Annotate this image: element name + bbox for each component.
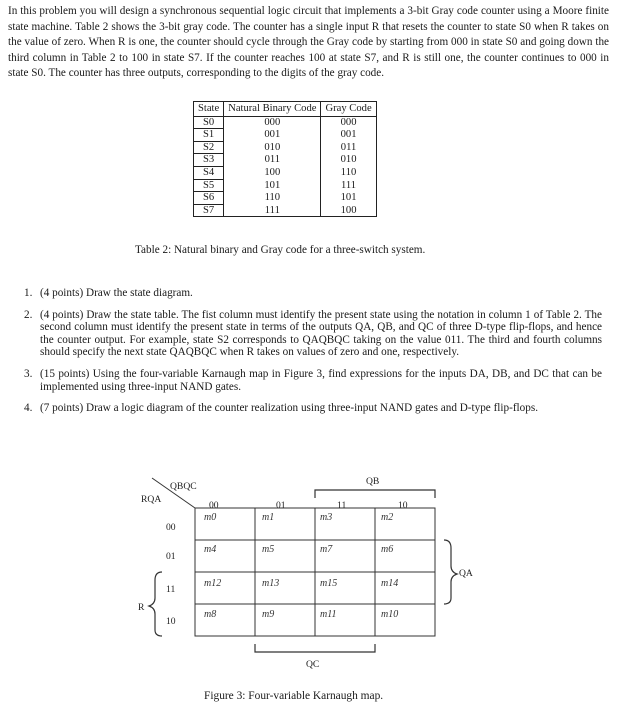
question-text: (7 points) Draw a logic diagram of the counter realization using three-input NAND gates and D-type flip-flops. [40, 402, 539, 415]
state-cell: S1 [194, 129, 224, 142]
header-state: State [194, 102, 224, 117]
gray-cell: 100 [321, 204, 376, 217]
question-number: 4. [24, 402, 33, 415]
kmap-cell: m3 [320, 512, 333, 523]
kmap-cell: m13 [262, 578, 280, 589]
qb-label: QB [366, 476, 380, 487]
col-header-00: 00 [209, 500, 219, 511]
kmap-cell: m10 [381, 609, 399, 620]
col-header-10: 10 [398, 500, 408, 511]
kmap-cell: m14 [381, 578, 399, 589]
kmap-cell: m11 [320, 609, 337, 620]
kmap-cell: m15 [320, 578, 338, 589]
question-text: (15 points) Using the four-variable Karnaugh map in Figure 3, find expressions for the inputs DA, DB, and DC that can be implemented using three-input NAND gates. [40, 367, 602, 393]
kmap-cell: m0 [204, 512, 217, 523]
binary-cell: 010 [224, 141, 321, 154]
kmap-cell: m12 [204, 578, 222, 589]
question-number: 1. [24, 287, 33, 299]
header-natural-binary: Natural Binary Code [224, 102, 321, 117]
qc-label: QC [306, 659, 320, 670]
kmap-cell: m4 [204, 544, 217, 555]
gray-cell: 111 [321, 179, 376, 192]
binary-cell: 100 [224, 166, 321, 179]
binary-cell: 110 [224, 192, 321, 205]
kmap-cell: m8 [204, 609, 217, 620]
binary-cell: 000 [224, 116, 321, 129]
row-header-11: 11 [166, 584, 176, 595]
corner-row-label: RQA [141, 494, 162, 505]
state-cell: S7 [194, 204, 224, 217]
question-number: 2. [24, 308, 33, 321]
qa-label: QA [459, 568, 473, 579]
kmap-cell: m5 [262, 544, 275, 555]
binary-cell: 101 [224, 179, 321, 192]
r-label: R [138, 602, 145, 613]
kmap-cell: m7 [320, 544, 333, 555]
question-number: 3. [24, 367, 33, 380]
gray-cell: 110 [321, 166, 376, 179]
gray-cell: 011 [321, 141, 376, 154]
state-cell: S4 [194, 166, 224, 179]
row-header-10: 10 [166, 616, 176, 627]
figure-caption: Figure 3: Four-variable Karnaugh map. [204, 690, 384, 702]
kmap-cell: m1 [262, 512, 275, 523]
question-text: (4 points) Draw the state table. The fist column must identify the present state using the notation in column 1 of Table 2. The second column must identify the present state in terms of the outputs QA, QB, and QC of three D-type flip-flops, and hence the counter output. For example, state S2 corresponds to QAQBQC taking on the value 011. The third and fourth columns should specify the next state QAQBQC when R takes on values of zero and one, respectively. [40, 308, 602, 359]
gray-cell: 001 [321, 129, 376, 142]
corner-col-label: QBQC [170, 481, 197, 492]
state-cell: S5 [194, 179, 224, 192]
binary-cell: 001 [224, 129, 321, 142]
intro-paragraph: In this problem you will design a synchronous sequential logic circuit that implements a 3-bit Gray code counter using a Moore finite state machine. Table 2 shows the 3-bit gray code. The counter has a single input R that resets the counter to state S0 when R takes on the value of zero. When R is one, the counter should cycle through the Gray code by starting from 000 in state S0 and going down the third column in Table 2 to 100 in state S7. If the counter reaches 100 at state S7, and R is still one, the counter continues to 000 in state S0. The counter has three outputs, corresponding to the digits of the gray code. [8, 5, 609, 80]
header-gray-code: Gray Code [321, 102, 376, 117]
binary-cell: 111 [224, 204, 321, 217]
state-cell: S3 [194, 154, 224, 167]
kmap-cell: m9 [262, 609, 275, 620]
col-header-01: 01 [276, 500, 286, 511]
kmap-cell: m6 [381, 544, 394, 555]
binary-cell: 011 [224, 154, 321, 167]
kmap-cell: m2 [381, 512, 394, 523]
gray-cell: 000 [321, 116, 376, 129]
state-cell: S6 [194, 192, 224, 205]
state-cell: S2 [194, 141, 224, 154]
gray-cell: 101 [321, 192, 376, 205]
table-caption: Table 2: Natural binary and Gray code for a three-switch system. [135, 244, 426, 256]
row-header-01: 01 [166, 551, 176, 562]
gray-cell: 010 [321, 154, 376, 167]
question-text: (4 points) Draw the state diagram. [40, 287, 193, 299]
state-cell: S0 [194, 116, 224, 129]
col-header-11: 11 [337, 500, 347, 511]
row-header-00: 00 [166, 522, 176, 533]
